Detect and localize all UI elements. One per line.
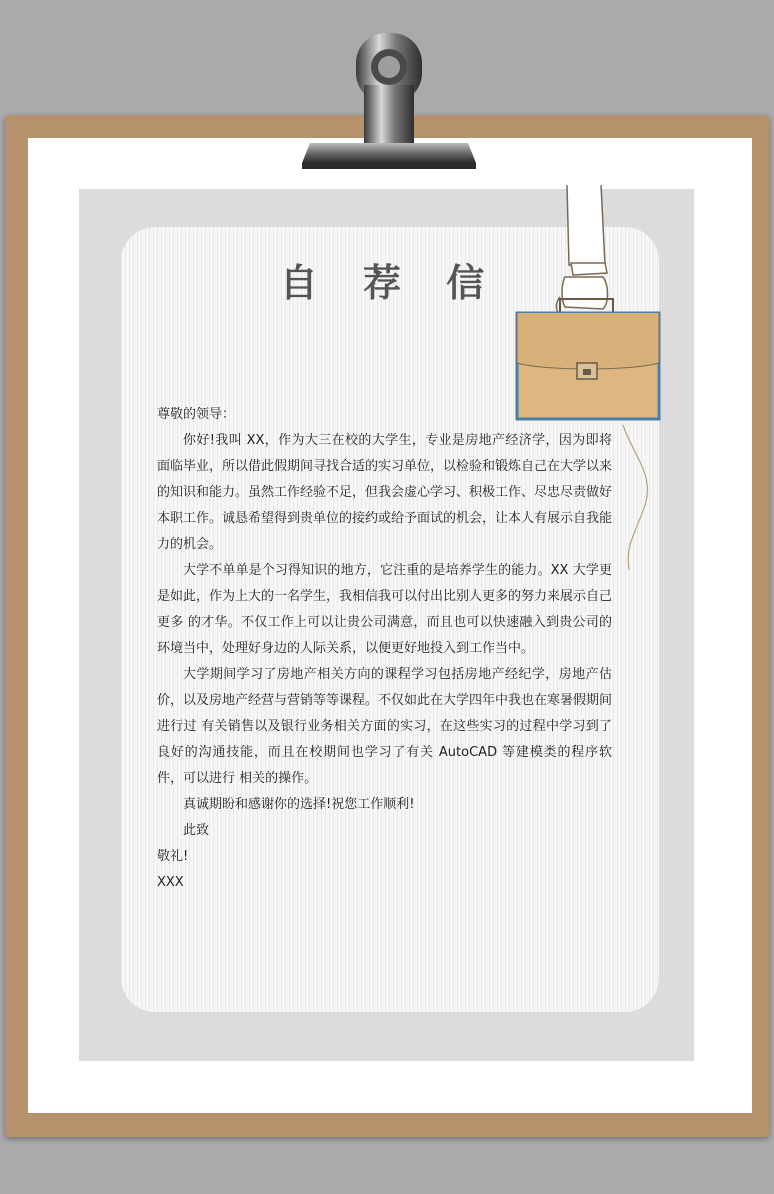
salutation: 尊敬的领导： [157,407,236,422]
closing-line-1: 此致 [183,823,210,838]
binder-clip-icon [300,25,480,175]
closing-line-2: 敬礼! [157,849,189,864]
letter-body [157,402,612,896]
signature: XXX [157,875,184,890]
paragraph-4: 真诚期盼和感谢你的选择!祝您工作顺利! [183,797,415,812]
page-title: 自 荐 信 [279,261,501,305]
paragraph-3: 大学期间学习了房地产相关方向的课程学习包括房地产经纪学，房地产估价，以及房地产经营与营销等等课程。不仅如此在大学四年中我也在寒暑假期间进行过 有关销售以及银行业务相关方面的实习，在这些实习的过程中学习到了良好的沟通技能，而且在校期间也学习了有关 AutoCAD 等建模类的程序软件，可以进行 相关的操作。 [157,667,613,786]
paragraph-2: 大学不单单是个习得知识的地方，它注重的是培养学生的能力。XX 大学更是如此，作为上大的一名学生，我相信我可以付出比别人更多的努力来展示自己更多 的才华。不仅工作上可以让贵公司满意，而且也可以快速融入到贵公司的环境当中，处理好身边的人际关系，以便更好地投入到工作当中。 [157,563,613,656]
paragraph-1: 你好!我叫 XX，作为大三在校的大学生，专业是房地产经济学，因为即将面临毕业，所以借此假期间寻找合适的实习单位，以检验和锻炼自己在大学以来的知识和能力。虽然工作经验不足，但我会虚心学习、积极工作、尽忠尽责做好本职工作。诚恳希望得到贵单位的接约或给予面试的机会，让本人有展示自我能力的机会。 [157,433,613,552]
